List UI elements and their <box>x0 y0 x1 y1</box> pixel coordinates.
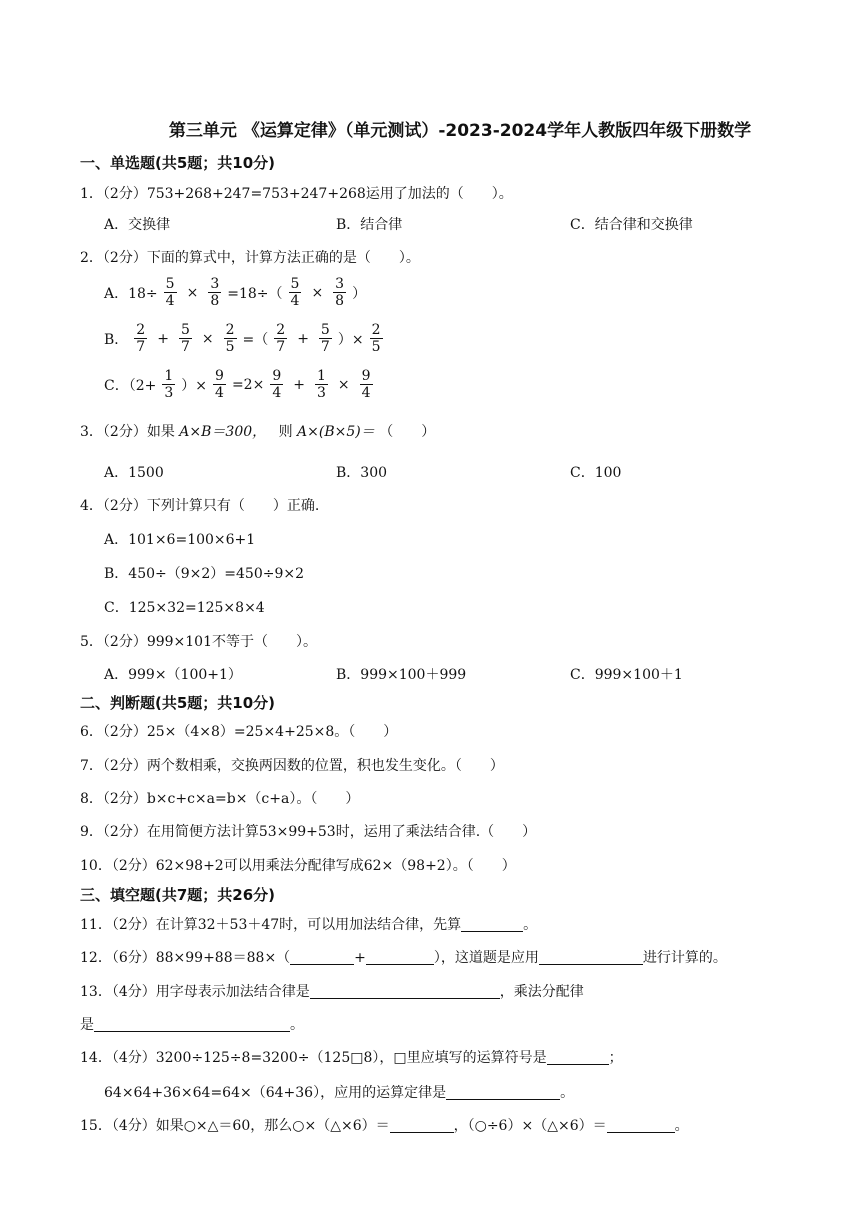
plus-sign: + <box>354 950 366 966</box>
question-13 <box>80 981 584 1001</box>
equals-text: =18÷（ <box>227 285 283 302</box>
question-10: 10．（2分）62×98+2可以用乘法分配律写成62×（98+2）。（ ） <box>80 858 516 874</box>
question-4-option-a: A．101×6=100×6+1 <box>104 532 256 548</box>
equals-text: =（ <box>242 331 269 348</box>
question-15-text: 15．（4分）如果○×△＝60，那么○×（△×6）＝ <box>80 1118 390 1134</box>
question-5-option-c: C．999×100＋1 <box>570 667 683 683</box>
question-13-mid: ，乘法分配律 <box>499 984 584 1000</box>
option-b-prefix: B． <box>104 331 129 348</box>
option-c-prefix: C．（2+ <box>104 377 157 394</box>
section-heading-single-choice: 一、单选题(共5题；共10分) <box>80 154 276 172</box>
fraction-3-8: $\frac{3}{8}$ <box>210 276 220 309</box>
answer-blank[interactable] <box>94 1017 290 1032</box>
question-14-line-2 <box>104 1082 574 1102</box>
fraction-2-5: $\frac{2}{5}$ <box>371 322 381 355</box>
question-5-option-a: A．999×（100+1） <box>104 667 242 683</box>
question-12-text: 12．（6分）88×99+88＝88×（ <box>80 950 291 966</box>
question-11-end: 。 <box>523 917 538 933</box>
question-15-mid: ，（○÷6）×（△×6）＝ <box>453 1118 607 1134</box>
fraction-5-4: $\frac{5}{4}$ <box>290 276 300 309</box>
option-a-prefix: A．18÷ <box>104 285 158 302</box>
answer-blank[interactable] <box>547 1050 609 1065</box>
question-12-mid: ），这道题是应用 <box>433 950 539 966</box>
fraction-9-4: $\frac{9}{4}$ <box>272 368 282 401</box>
fraction-5-7: $\frac{5}{7}$ <box>320 322 330 355</box>
question-13-line-2 <box>80 1014 304 1034</box>
question-2-option-b <box>104 322 389 355</box>
question-3-then: 则 <box>278 424 293 440</box>
question-4-stem: 4．（2分）下列计算只有（ ）正确. <box>80 498 320 514</box>
page-title: 第三单元 《运算定律》（单元测试）-2023-2024学年人教版四年级下册数学 <box>168 121 752 141</box>
question-5-stem: 5．（2分）999×101不等于（ ）。 <box>80 634 317 650</box>
question-3-answer-paren: （ ） <box>379 424 436 440</box>
fraction-9-4: $\frac{9}{4}$ <box>361 368 371 401</box>
plus-sign: + <box>157 330 169 347</box>
answer-blank[interactable] <box>390 1118 454 1133</box>
question-13-text: 13．（4分）用字母表示加法结合律是 <box>80 984 310 1000</box>
question-3-stem <box>80 421 435 441</box>
question-15-end: 。 <box>674 1118 689 1134</box>
plus-sign: + <box>293 376 305 393</box>
answer-blank[interactable] <box>366 950 434 965</box>
equals-text: =2× <box>231 376 265 393</box>
question-14-end: ； <box>608 1050 623 1066</box>
answer-blank[interactable] <box>607 1118 675 1133</box>
times-sign: × <box>337 376 350 393</box>
question-2-option-c <box>104 368 379 401</box>
answer-blank[interactable] <box>446 1085 560 1100</box>
answer-blank[interactable] <box>461 917 523 932</box>
answer-blank[interactable] <box>290 950 354 965</box>
question-12 <box>80 947 727 967</box>
fraction-3-8: $\frac{3}{8}$ <box>335 276 345 309</box>
close-paren: ） <box>352 285 367 302</box>
question-2-stem: 2．（2分）下面的算式中，计算方法正确的是（ ）。 <box>80 250 420 266</box>
question-3-option-a: A．1500 <box>104 465 164 481</box>
question-9: 9．（2分）在用简便方法计算53×99+53时，运用了乘法结合律.（ ） <box>80 824 537 840</box>
question-11 <box>80 914 537 934</box>
question-3-option-b: B．300 <box>336 465 388 481</box>
answer-blank[interactable] <box>310 984 500 999</box>
plus-sign: + <box>297 330 309 347</box>
question-2-option-a <box>104 276 366 309</box>
fraction-9-4: $\frac{9}{4}$ <box>215 368 224 401</box>
question-1-option-c: C．结合律和交换律 <box>570 217 693 233</box>
section-heading-fill-in: 三、填空题(共7题；共26分) <box>80 886 276 904</box>
question-3-formula-2: A×(B×5)＝ <box>297 424 375 440</box>
question-14-line2-text: 64×64+36×64=64×（64+36），应用的运算定律是 <box>104 1085 447 1101</box>
question-14-text: 14．（4分）3200÷125÷8=3200÷（125□8），□里应填写的运算符号是 <box>80 1050 547 1066</box>
fraction-2-5: $\frac{2}{5}$ <box>225 322 235 355</box>
answer-blank[interactable] <box>539 950 643 965</box>
question-14 <box>80 1047 623 1067</box>
question-6: 6．（2分）25×（4×8）=25×4+25×8。（ ） <box>80 724 398 740</box>
times-sign: × <box>311 284 324 301</box>
question-13-line2-text: 是 <box>80 1017 94 1033</box>
question-1-option-a: A．交换律 <box>104 217 171 233</box>
question-15 <box>80 1115 689 1135</box>
fraction-5-4: $\frac{5}{4}$ <box>165 276 175 309</box>
question-3-formula-1: A×B＝300， <box>179 424 267 440</box>
question-5-option-b: B．999×100＋999 <box>336 667 467 683</box>
section-heading-true-false: 二、判断题(共5题；共10分) <box>80 694 276 712</box>
fraction-1-3: $\frac{1}{3}$ <box>164 368 174 401</box>
question-3-prefix: 3．（2分）如果 <box>80 424 175 440</box>
question-1-option-b: B．结合律 <box>336 217 403 233</box>
fraction-2-7: $\frac{2}{7}$ <box>276 322 286 355</box>
fraction-2-7: $\frac{2}{7}$ <box>136 322 146 355</box>
close-paren-times: ）× <box>181 377 208 394</box>
question-11-text: 11．（2分）在计算32＋53＋47时，可以用加法结合律，先算 <box>80 917 462 933</box>
question-1-stem: 1．（2分）753+268+247=753+247+268运用了加法的（ ）。 <box>80 186 513 202</box>
question-3-option-c: C．100 <box>570 465 622 481</box>
question-8: 8．（2分）b×c+c×a=b×（c+a）。（ ） <box>80 791 360 807</box>
question-7: 7．（2分）两个数相乘，交换两因数的位置，积也发生变化。（ ） <box>80 758 504 774</box>
times-sign: × <box>201 330 214 347</box>
close-paren-times: ）× <box>337 331 364 348</box>
fraction-5-7: $\frac{5}{7}$ <box>180 322 190 355</box>
fraction-1-3: $\frac{1}{3}$ <box>316 368 326 401</box>
question-4-option-b: B．450÷（9×2）=450÷9×2 <box>104 566 305 582</box>
question-4-option-c: C．125×32=125×8×4 <box>104 600 265 616</box>
times-sign: × <box>186 284 199 301</box>
question-12-end: 进行计算的。 <box>642 950 727 966</box>
question-14-line2-end: 。 <box>560 1085 575 1101</box>
question-13-end: 。 <box>290 1017 304 1033</box>
